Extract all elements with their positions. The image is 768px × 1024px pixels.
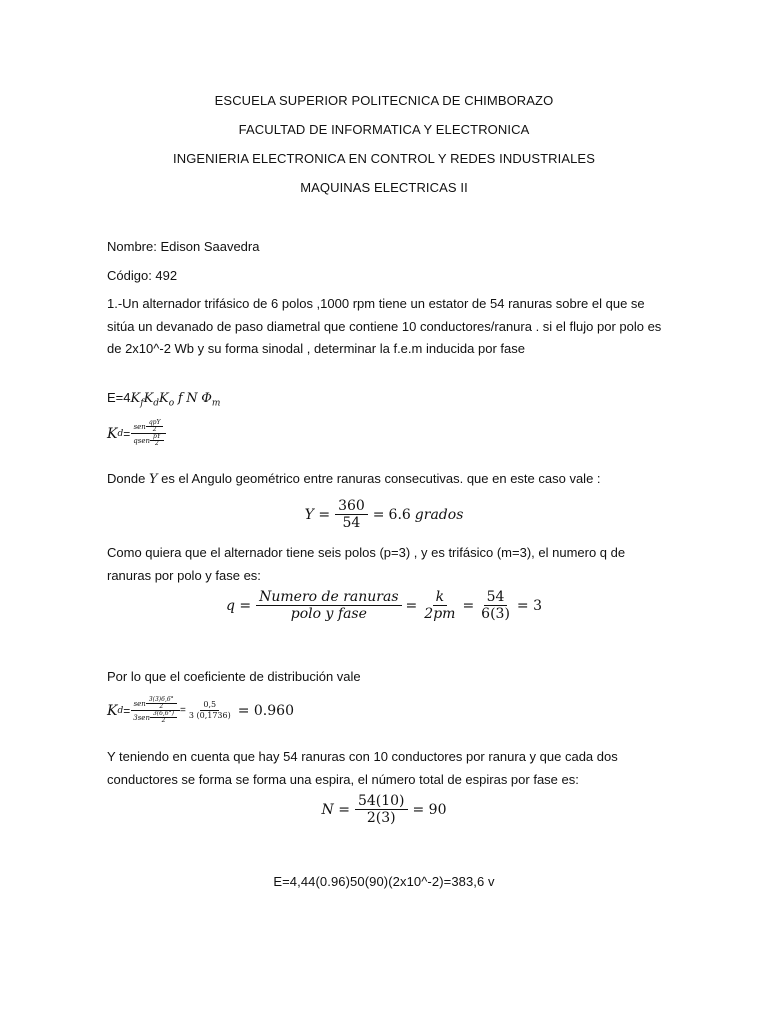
n-lhs: N = — [321, 801, 350, 818]
kd-den-frac-bot: 2 — [154, 440, 159, 447]
kd-formula-fraction — [130, 420, 167, 447]
q-result: = 3 — [516, 597, 543, 614]
gamma-num: 360 — [335, 498, 368, 515]
kd-n-frac-top: 3(3)6,6° — [146, 697, 177, 704]
kd-formula — [107, 420, 167, 447]
kd-num-lhs-sub: d — [117, 705, 124, 716]
n-equation — [0, 793, 768, 826]
q-fraction-3 — [478, 589, 513, 622]
donde-line — [107, 471, 601, 487]
kd-formula-lhs: K — [107, 425, 118, 442]
kd-num-frac-top: qpY — [146, 420, 164, 427]
q-f2-den: 2pm — [424, 606, 456, 622]
final-emf-result: E=4,44(0.96)50(90)(2x10^-2)=383,6 v — [273, 874, 495, 889]
phi-sub: m — [211, 398, 221, 409]
kd-numeric-fraction — [130, 697, 180, 724]
kd-num-eq: = — [123, 703, 131, 718]
q-equation — [0, 589, 768, 622]
kd-n-sen: sen — [133, 699, 146, 708]
q-lhs: q = — [225, 597, 252, 614]
gamma-value: 6.6 — [388, 506, 411, 523]
subject-title: MAQUINAS ELECTRICAS II — [300, 180, 468, 195]
kd-den-frac-top: pY — [150, 434, 164, 441]
emf-prefix: E=4 — [107, 390, 131, 405]
gamma-eq: = — [372, 506, 385, 523]
kd-num-result: = 0.960 — [237, 702, 294, 719]
kd-d-3sen: 3sen — [133, 713, 150, 722]
q-fraction-1 — [256, 589, 401, 622]
donde-post: es el Angulo geométrico entre ranuras consecutivas. que en este caso vale : — [161, 471, 601, 486]
kd-numeric-fraction-2 — [186, 700, 234, 721]
f-symbol: f — [177, 391, 183, 406]
kf-symbol: K — [130, 391, 141, 406]
n-den: 2(3) — [366, 810, 396, 826]
kd-sub: d — [153, 398, 160, 409]
coef-text: Por lo que el coeficiente de distribución vale — [107, 669, 361, 684]
n-result: = 90 — [412, 801, 447, 818]
kd-num-sen: sen — [133, 422, 146, 431]
gamma-den: 54 — [342, 515, 361, 531]
student-code: Código: 492 — [107, 268, 178, 283]
q-eq-1: = — [405, 597, 418, 614]
kd-num-eq2: = — [180, 705, 186, 716]
phi-symbol: Φ — [201, 391, 212, 406]
kd-n-frac-bot: 2 — [159, 703, 164, 710]
student-name: Nombre: Edison Saavedra — [107, 239, 260, 254]
gamma-fraction — [335, 498, 368, 531]
gamma-unit: grados — [414, 506, 464, 523]
kd-formula-eq: = — [123, 426, 131, 441]
gamma-symbol: Υ — [148, 472, 158, 487]
q-f3-num: 54 — [484, 589, 508, 606]
ko-sub: o — [168, 398, 175, 409]
kd-den-qsen: qsen — [133, 436, 150, 445]
ko-symbol: K — [159, 391, 169, 406]
kd-num-frac-bot: 2 — [152, 426, 157, 433]
n-explanation: Y teniendo en cuenta que hay 54 ranuras con 10 conductores por ranura y que cada dos conductores se forma se forma una espira, el número total de espiras por fase es: — [107, 749, 618, 787]
kf-sub: f — [140, 398, 144, 409]
n-fraction — [355, 793, 408, 826]
kd-numeric-equation — [107, 697, 294, 724]
n-symbol: N — [186, 391, 198, 406]
q-f1-den: polo y fase — [290, 606, 367, 622]
q-f2-num: k — [433, 589, 447, 606]
q-explanation: Como quiera que el alternador tiene seis polos (p=3) , y es trifásico (m=3), el numero q de ranuras por polo y fase es: — [107, 545, 626, 583]
career-title: INGENIERIA ELECTRONICA EN CONTROL Y REDES INDUSTRIALES — [173, 151, 595, 166]
kd-d-frac-bot: 2 — [161, 717, 166, 724]
n-num: 54(10) — [355, 793, 408, 810]
q-f3-den: 6(3) — [481, 606, 510, 622]
gamma-equation — [0, 498, 768, 531]
kd-symbol: K — [143, 391, 154, 406]
gamma-lhs: Υ = — [304, 506, 331, 523]
q-fraction-2 — [421, 589, 458, 622]
donde-pre: Donde — [107, 471, 146, 486]
kd-formula-lhs-sub: d — [117, 428, 124, 439]
faculty-title: FACULTAD DE INFORMATICA Y ELECTRONICA — [238, 122, 530, 137]
emf-formula — [107, 390, 220, 409]
kd-num-lhs: K — [107, 702, 118, 719]
school-title: ESCUELA SUPERIOR POLITECNICA DE CHIMBORAZO — [214, 93, 554, 108]
kd-d-frac-top: 3(6,6°) — [150, 711, 177, 718]
q-eq-2: = — [462, 597, 475, 614]
kd-f2-num: 0,5 — [200, 700, 219, 711]
kd-f2-den: 3 (0,1736) — [188, 711, 231, 720]
q-f1-num: Numero de ranuras — [256, 589, 401, 606]
problem-statement: 1.-Un alternador trifásico de 6 polos ,1000 rpm tiene un estator de 54 ranuras sobre el que se sitúa un devanado de paso diametral que contiene 10 conductores/ranura . si el flujo por polo es de 2x10^-2 Wb y su forma sinodal , determinar la f.e.m inducida por fase — [107, 296, 662, 356]
